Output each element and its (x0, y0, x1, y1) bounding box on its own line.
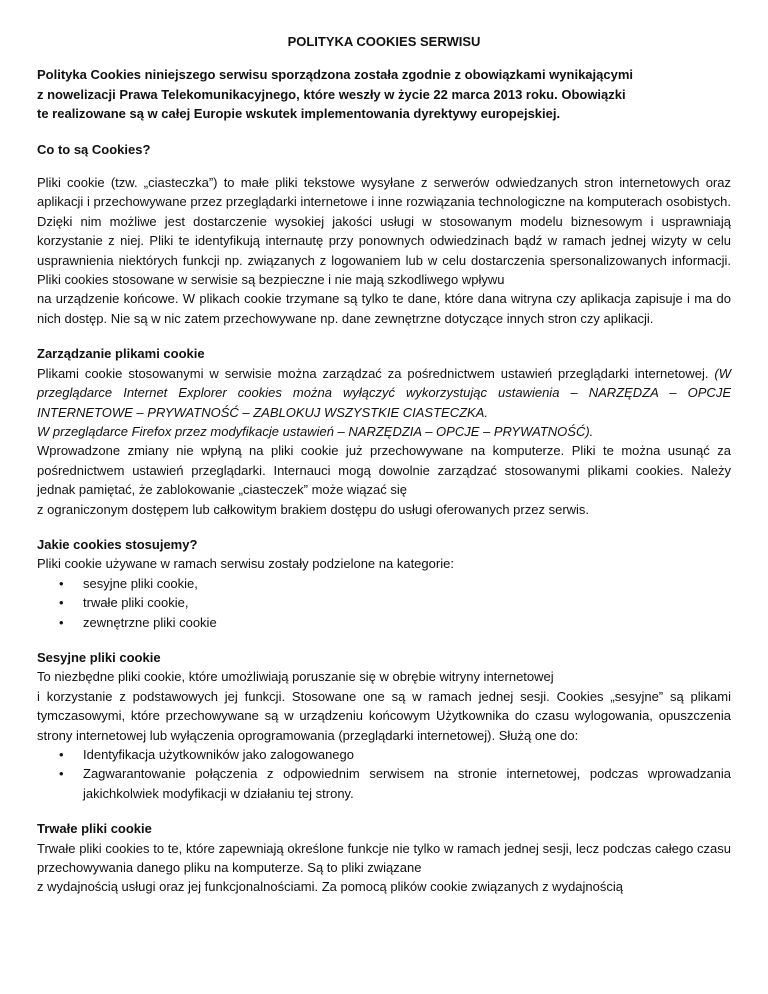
section-session-cookies (37, 648, 731, 803)
bullet-list (37, 745, 731, 803)
italic-instructions: (W przeglądarce Internet Explorer cookies można wyłączyć wykorzystując ustawienia – NARZĘDZA – OPCJE INTERNETOWE – PRYWATNOŚĆ – ZABLOKUJ WSZYSTKIE CIASTECZKA. (37, 365, 731, 420)
list-item: • trwałe pliki cookie, (59, 593, 731, 612)
paragraph: Pliki cookie używane w ramach serwisu zostały podzielone na kategorie: (37, 556, 454, 572)
section-heading: Jakie cookies stosujemy? (37, 536, 198, 552)
paragraph (37, 364, 731, 422)
section-heading: Co to są Cookies? (37, 141, 151, 157)
list-item: • Identyfikacja użytkowników jako zalogowanego (59, 745, 731, 764)
intro-line: Polityka Cookies niniejszego serwisu sporządzona została zgodnie z obowiązkami wynikającymi (37, 67, 634, 83)
paragraph: Pliki cookie (tzw. „ciasteczka”) to małe pliki tekstowe wysyłane z serwerów odwiedzanych stron internetowych oraz aplikacji i przechowywane przez przeglądarki internetowe i inne rozwiązania technologiczne na komputerach osobistych. Dzięki nim możliwe jest dostarczenie wysokiej jakości usługi w stosowanym modelu biznesowym i usprawniają korzystanie z niej. Pliki te identyfikują internautę przy ponownych odwiedzinach bądź w ramach jednej wizyty w celu usprawnienia niektórych funkcji np. związanych z logowaniem lub w celu dostarczenia spersonalizowanych informacji. Pliki cookies stosowane w serwisie są bezpieczne i nie mają szkodliwego wpływu (37, 175, 731, 288)
bullet-list (37, 574, 731, 632)
intro-line: te realizowane są w całej Europie wskutek implementowania dyrektywy europejskiej. (37, 106, 561, 122)
intro-paragraph (37, 65, 731, 123)
paragraph: Wprowadzone zmiany nie wpłyną na pliki cookie już przechowywane na komputerze. Pliki te można usunąć za pośrednictwem ustawień przeglądarki. Internauci mogą dowolnie zarządzać stosowanymi plikami cookies. Należy jednak pamiętać, że zablokowanie „ciasteczek” może wiązać się (37, 443, 731, 498)
paragraph: Trwałe pliki cookies to te, które zapewniają określone funkcje nie tylko w ramach jednej sesji, lecz podczas całego czasu przechowywania danego pliku na komputerze. Są to pliki związane (37, 840, 731, 876)
section-heading: Zarządzanie plikami cookie (37, 346, 205, 362)
section-heading: Trwałe pliki cookie (37, 821, 152, 837)
section-persistent-cookies (37, 819, 731, 897)
list-item: • sesyjne pliki cookie, (59, 574, 731, 593)
paragraph: i korzystanie z podstawowych jej funkcji. Stosowane one są w ramach jednej sesji. Cookies „sesyjne” są plikami tymczasowymi, które przechowywane są w urządzeniu końcowym Użytkownika do czasu wylogowania, opuszczenia strony internetowej lub wyłączenia oprogramowania (przeglądarki internetowej). Służą one do: (37, 688, 731, 743)
italic-instructions: W przeglądarce Firefox przez modyfikacje ustawień – NARZĘDZIA – OPCJE – PRYWATNOŚĆ). (37, 423, 594, 439)
page-title: POLITYKA COOKIES SERWISU (287, 34, 481, 49)
list-item: • Zagwarantowanie połączenia z odpowiednim serwisem na stronie internetowej, podczas wprowadzania jakichkolwiek modyfikacji w działaniu tej strony. (59, 764, 731, 803)
paragraph (37, 422, 731, 441)
section-manage-cookies (37, 344, 731, 519)
paragraph: z ograniczonym dostępem lub całkowitym brakiem dostępu do usługi oferowanych przez serwis. (37, 501, 590, 517)
section-heading: Sesyjne pliki cookie (37, 649, 161, 665)
list-item: • zewnętrzne pliki cookie (59, 613, 731, 632)
paragraph: na urządzenie końcowe. W plikach cookie trzymane są tylko te dane, które dana witryna czy aplikacja zapisuje i ma do nich dostęp. Nie są w nic zatem przechowywane np. dane zewnętrzne dotyczące innych stron czy aplikacji. (37, 291, 731, 326)
paragraph: To niezbędne pliki cookie, które umożliwiają poruszanie się w obrębie witryny internetowej (37, 669, 554, 685)
intro-line: z nowelizacji Prawa Telekomunikacyjnego, które weszły w życie 22 marca 2013 roku. Obowiązki (37, 86, 626, 102)
section-what-are-cookies (37, 140, 731, 329)
paragraph: z wydajnością usługi oraz jej funkcjonalnościami. Za pomocą plików cookie związanych z wydajnością (37, 879, 623, 895)
text: Plikami cookie stosowanymi w serwisie można zarządzać za pośrednictwem ustawień przeglądarki internetowej. (37, 365, 715, 381)
section-which-cookies (37, 535, 731, 632)
